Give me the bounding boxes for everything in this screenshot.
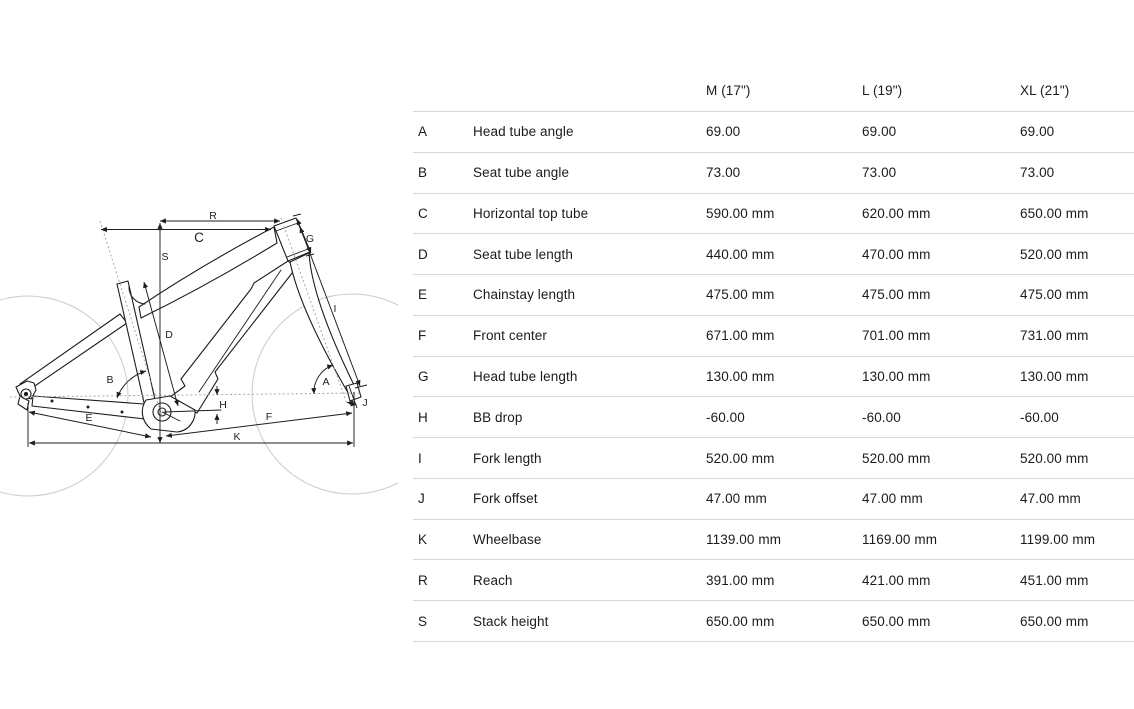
dim-label-A: A — [322, 376, 330, 388]
row-value-l: 421.00 mm — [862, 572, 931, 588]
fork-blade — [290, 253, 355, 391]
row-letter: F — [418, 328, 427, 344]
dim-label-I: I — [333, 303, 337, 315]
geometry-table-body — [413, 111, 1134, 642]
row-label: Front center — [473, 328, 547, 344]
seat-axis-line — [100, 221, 162, 416]
row-value-xl: 69.00 — [1020, 124, 1055, 140]
row-value-xl: 475.00 mm — [1020, 287, 1089, 303]
column-header-m: M (17") — [706, 83, 751, 98]
row-value-l: 475.00 mm — [862, 287, 931, 303]
row-label: Chainstay length — [473, 287, 576, 303]
row-value-l: -60.00 — [862, 409, 901, 425]
table-row — [413, 233, 1134, 274]
row-label: Stack height — [473, 613, 549, 629]
row-value-xl: 520.00 mm — [1020, 450, 1089, 466]
dim-label-S: S — [161, 251, 169, 263]
dim-label-C: C — [194, 230, 204, 245]
column-header-xl: XL (21") — [1020, 83, 1070, 98]
cable-port-dot — [51, 400, 54, 403]
dim-label-H: H — [219, 399, 227, 411]
row-value-l: 73.00 — [862, 165, 897, 181]
row-value-l: 130.00 mm — [862, 368, 931, 384]
row-letter: D — [418, 246, 428, 262]
battery-inner-line — [199, 270, 281, 392]
cable-port-dot — [87, 406, 90, 409]
dim-label-K: K — [233, 431, 241, 443]
row-value-l: 701.00 mm — [862, 328, 931, 344]
row-value-m: 69.00 — [706, 124, 741, 140]
row-letter: K — [418, 532, 428, 548]
row-value-xl: -60.00 — [1020, 409, 1059, 425]
bike-geometry-diagram — [0, 188, 398, 508]
row-value-xl: 731.00 mm — [1020, 328, 1089, 344]
dim-label-R: R — [209, 210, 217, 222]
dim-label-F: F — [265, 411, 273, 423]
row-label: Seat tube length — [473, 246, 573, 262]
row-letter: R — [418, 572, 428, 588]
row-value-m: 73.00 — [706, 165, 741, 181]
row-label: Horizontal top tube — [473, 205, 589, 221]
rear-axle-dot — [24, 392, 27, 395]
row-letter: B — [418, 165, 428, 181]
cable-port-dot — [121, 411, 124, 414]
row-value-m: 475.00 mm — [706, 287, 775, 303]
row-label: Fork offset — [473, 491, 538, 507]
row-value-xl: 47.00 mm — [1020, 491, 1081, 507]
row-value-m: 590.00 mm — [706, 205, 775, 221]
table-row — [413, 356, 1134, 397]
row-letter: H — [418, 409, 428, 425]
row-value-l: 520.00 mm — [862, 450, 931, 466]
bike-frame-schematic — [0, 188, 398, 508]
row-value-xl: 1199.00 mm — [1020, 532, 1096, 548]
row-letter: S — [418, 613, 428, 629]
row-label: Head tube angle — [473, 124, 574, 140]
dim-label-D: D — [165, 329, 173, 341]
row-value-xl: 130.00 mm — [1020, 368, 1089, 384]
row-value-m: 1139.00 mm — [706, 532, 782, 548]
table-row — [413, 559, 1134, 600]
row-value-l: 69.00 — [862, 124, 897, 140]
row-label: Seat tube angle — [473, 165, 570, 181]
row-value-xl: 520.00 mm — [1020, 246, 1089, 262]
frame-outline — [16, 218, 361, 432]
row-value-l: 650.00 mm — [862, 613, 931, 629]
dim-label-E: E — [85, 412, 93, 424]
table-row — [413, 152, 1134, 193]
row-value-m: 130.00 mm — [706, 368, 775, 384]
table-row — [413, 478, 1134, 519]
table-row — [413, 519, 1134, 560]
row-value-l: 47.00 mm — [862, 491, 923, 507]
row-letter: A — [418, 124, 428, 140]
row-letter: E — [418, 287, 428, 303]
table-header-row — [413, 70, 1134, 111]
row-label: Wheelbase — [473, 532, 542, 548]
table-row — [413, 274, 1134, 315]
table-row — [413, 315, 1134, 356]
row-value-l: 470.00 mm — [862, 246, 931, 262]
row-value-m: 47.00 mm — [706, 491, 767, 507]
row-letter: C — [418, 205, 428, 221]
row-value-m: 520.00 mm — [706, 450, 775, 466]
dim-label-J: J — [362, 397, 368, 409]
row-letter: J — [418, 491, 425, 507]
row-value-m: 671.00 mm — [706, 328, 775, 344]
row-value-m: 440.00 mm — [706, 246, 775, 262]
row-label: Fork length — [473, 450, 542, 466]
table-row — [413, 396, 1134, 437]
dim-fork-offset-arrow-left — [347, 402, 351, 403]
table-row — [413, 111, 1134, 152]
dim-label-G: G — [305, 233, 315, 245]
row-value-l: 1169.00 mm — [862, 532, 938, 548]
row-value-xl: 650.00 mm — [1020, 613, 1089, 629]
row-label: BB drop — [473, 409, 523, 425]
row-value-xl: 451.00 mm — [1020, 572, 1089, 588]
row-label: Reach — [473, 572, 513, 588]
table-row — [413, 600, 1134, 642]
row-value-xl: 73.00 — [1020, 165, 1055, 181]
row-label: Head tube length — [473, 368, 578, 384]
row-value-xl: 650.00 mm — [1020, 205, 1089, 221]
geometry-table — [413, 70, 1134, 642]
row-letter: G — [418, 368, 429, 384]
dim-label-B: B — [106, 374, 114, 386]
row-value-l: 620.00 mm — [862, 205, 931, 221]
row-value-m: 391.00 mm — [706, 572, 775, 588]
row-value-m: 650.00 mm — [706, 613, 775, 629]
table-row — [413, 193, 1134, 234]
column-header-l: L (19") — [862, 83, 903, 98]
table-row — [413, 437, 1134, 478]
row-value-m: -60.00 — [706, 409, 745, 425]
row-letter: I — [418, 450, 422, 466]
